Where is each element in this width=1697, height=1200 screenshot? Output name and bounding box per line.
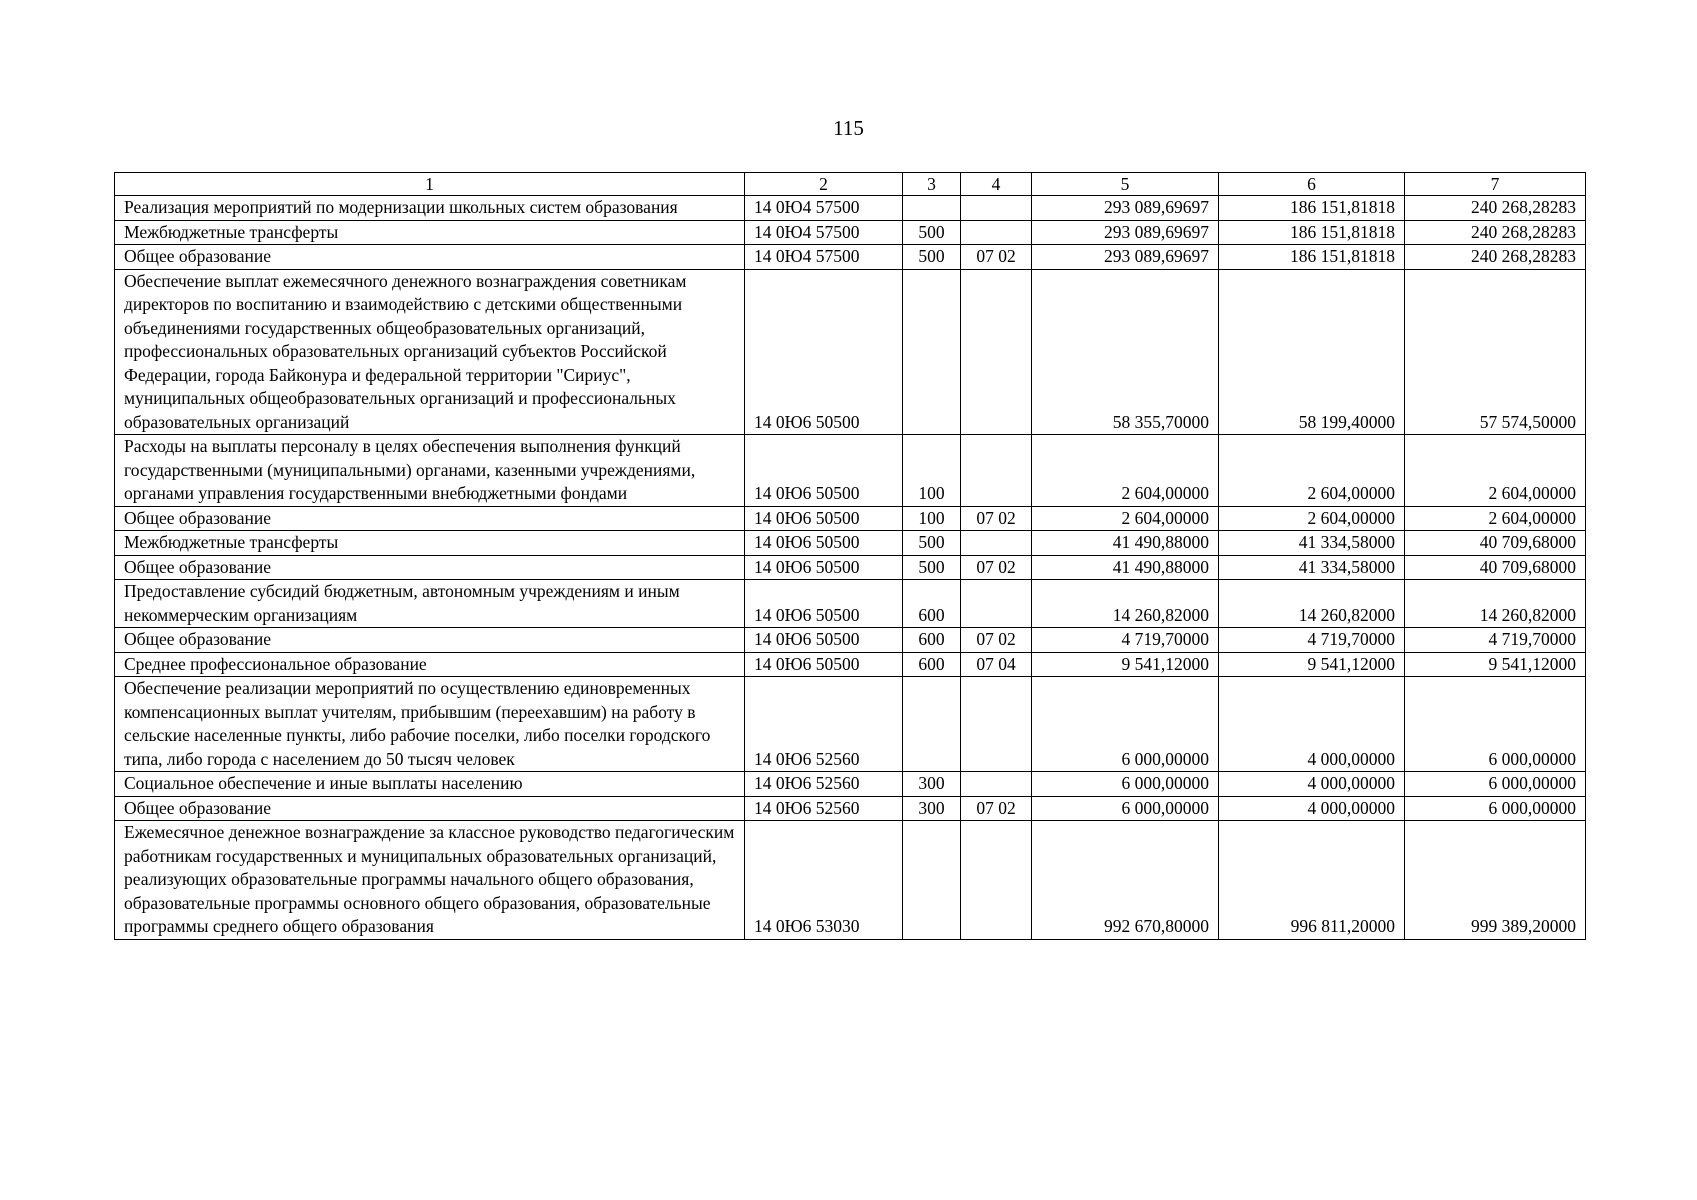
amount-col-7: 4 719,70000 bbox=[1405, 628, 1586, 653]
amount-col-5: 992 670,80000 bbox=[1032, 821, 1219, 940]
table-row bbox=[115, 435, 1586, 507]
table-row bbox=[115, 580, 1586, 628]
target-article-code: 14 0Ю6 50500 bbox=[745, 506, 903, 531]
amount-col-6: 996 811,20000 bbox=[1219, 821, 1405, 940]
table-body bbox=[115, 196, 1586, 940]
amount-col-6: 186 151,81818 bbox=[1219, 245, 1405, 270]
item-name: Расходы на выплаты персоналу в целях обеспечения выполнения функций государственными (муниципальными) органами, казенными учреждениями, органами управления государственными внебюджетными фондами bbox=[115, 435, 745, 507]
amount-col-6: 186 151,81818 bbox=[1219, 196, 1405, 221]
amount-col-7: 240 268,28283 bbox=[1405, 245, 1586, 270]
amount-col-5: 2 604,00000 bbox=[1032, 506, 1219, 531]
table-row bbox=[115, 555, 1586, 580]
column-header-3: 3 bbox=[903, 173, 961, 196]
page-number: 115 bbox=[833, 116, 864, 140]
expense-type-code: 600 bbox=[903, 628, 961, 653]
section-code bbox=[961, 269, 1032, 435]
section-code: 07 02 bbox=[961, 555, 1032, 580]
amount-col-7: 999 389,20000 bbox=[1405, 821, 1586, 940]
target-article-code: 14 0Ю6 53030 bbox=[745, 821, 903, 940]
header-row bbox=[115, 173, 1586, 196]
amount-col-6: 4 719,70000 bbox=[1219, 628, 1405, 653]
amount-col-7: 6 000,00000 bbox=[1405, 677, 1586, 772]
amount-col-5: 9 541,12000 bbox=[1032, 652, 1219, 677]
amount-col-6: 2 604,00000 bbox=[1219, 506, 1405, 531]
amount-col-7: 6 000,00000 bbox=[1405, 796, 1586, 821]
item-name: Общее образование bbox=[115, 506, 745, 531]
table-row bbox=[115, 677, 1586, 772]
item-name: Обеспечение выплат ежемесячного денежного вознаграждения советникам директоров по воспитанию и взаимодействию с детскими общественными объединениями государственных общеобразовательных организаций, профессиональных образовательных организаций субъектов Российской Федерации, города Байконура и федеральной территории "Сириус", муниципальных общеобразовательных организаций и профессиональных образовательных организаций bbox=[115, 269, 745, 435]
target-article-code: 14 0Ю4 57500 bbox=[745, 245, 903, 270]
expense-type-code bbox=[903, 269, 961, 435]
column-header-4: 4 bbox=[961, 173, 1032, 196]
expense-type-code bbox=[903, 821, 961, 940]
item-name: Общее образование bbox=[115, 796, 745, 821]
item-name: Межбюджетные трансферты bbox=[115, 220, 745, 245]
item-name: Ежемесячное денежное вознаграждение за классное руководство педагогическим работникам государственных и муниципальных образовательных организаций, реализующих образовательные программы начального общего образования, образовательные программы основного общего образования, образовательные программы среднего общего образования bbox=[115, 821, 745, 940]
table-row bbox=[115, 652, 1586, 677]
section-code: 07 04 bbox=[961, 652, 1032, 677]
amount-col-6: 4 000,00000 bbox=[1219, 677, 1405, 772]
target-article-code: 14 0Ю6 52560 bbox=[745, 677, 903, 772]
amount-col-6: 9 541,12000 bbox=[1219, 652, 1405, 677]
section-code bbox=[961, 220, 1032, 245]
amount-col-5: 41 490,88000 bbox=[1032, 555, 1219, 580]
amount-col-7: 40 709,68000 bbox=[1405, 555, 1586, 580]
target-article-code: 14 0Ю6 52560 bbox=[745, 772, 903, 797]
table-row bbox=[115, 196, 1586, 221]
column-header-5: 5 bbox=[1032, 173, 1219, 196]
section-code bbox=[961, 435, 1032, 507]
item-name: Обеспечение реализации мероприятий по осуществлению единовременных компенсационных выплат учителям, прибывшим (переехавшим) на работу в сельские населенные пункты, либо рабочие поселки, либо поселки городского типа, либо города с населением до 50 тысяч человек bbox=[115, 677, 745, 772]
item-name: Общее образование bbox=[115, 555, 745, 580]
target-article-code: 14 0Ю6 50500 bbox=[745, 531, 903, 556]
section-code bbox=[961, 531, 1032, 556]
table-row bbox=[115, 796, 1586, 821]
expense-type-code: 500 bbox=[903, 245, 961, 270]
amount-col-7: 57 574,50000 bbox=[1405, 269, 1586, 435]
budget-table bbox=[114, 172, 1586, 940]
amount-col-7: 6 000,00000 bbox=[1405, 772, 1586, 797]
amount-col-5: 6 000,00000 bbox=[1032, 772, 1219, 797]
amount-col-5: 293 089,69697 bbox=[1032, 196, 1219, 221]
table-row bbox=[115, 628, 1586, 653]
amount-col-5: 293 089,69697 bbox=[1032, 220, 1219, 245]
section-code: 07 02 bbox=[961, 628, 1032, 653]
target-article-code: 14 0Ю6 50500 bbox=[745, 555, 903, 580]
expense-type-code bbox=[903, 196, 961, 221]
amount-col-6: 41 334,58000 bbox=[1219, 555, 1405, 580]
column-header-6: 6 bbox=[1219, 173, 1405, 196]
column-header-2: 2 bbox=[745, 173, 903, 196]
amount-col-5: 2 604,00000 bbox=[1032, 435, 1219, 507]
expense-type-code: 500 bbox=[903, 555, 961, 580]
amount-col-7: 2 604,00000 bbox=[1405, 506, 1586, 531]
column-header-1: 1 bbox=[115, 173, 745, 196]
item-name: Общее образование bbox=[115, 245, 745, 270]
expense-type-code: 300 bbox=[903, 796, 961, 821]
expense-type-code: 500 bbox=[903, 531, 961, 556]
section-code: 07 02 bbox=[961, 796, 1032, 821]
table-header bbox=[115, 173, 1586, 196]
item-name: Межбюджетные трансферты bbox=[115, 531, 745, 556]
expense-type-code: 100 bbox=[903, 435, 961, 507]
section-code: 07 02 bbox=[961, 245, 1032, 270]
section-code bbox=[961, 772, 1032, 797]
amount-col-5: 4 719,70000 bbox=[1032, 628, 1219, 653]
amount-col-7: 2 604,00000 bbox=[1405, 435, 1586, 507]
target-article-code: 14 0Ю4 57500 bbox=[745, 196, 903, 221]
section-code bbox=[961, 821, 1032, 940]
amount-col-6: 4 000,00000 bbox=[1219, 796, 1405, 821]
item-name: Общее образование bbox=[115, 628, 745, 653]
amount-col-7: 240 268,28283 bbox=[1405, 220, 1586, 245]
target-article-code: 14 0Ю6 50500 bbox=[745, 628, 903, 653]
section-code bbox=[961, 196, 1032, 221]
amount-col-6: 186 151,81818 bbox=[1219, 220, 1405, 245]
table-row bbox=[115, 220, 1586, 245]
amount-col-7: 40 709,68000 bbox=[1405, 531, 1586, 556]
amount-col-6: 14 260,82000 bbox=[1219, 580, 1405, 628]
amount-col-5: 293 089,69697 bbox=[1032, 245, 1219, 270]
expense-type-code: 100 bbox=[903, 506, 961, 531]
table-row bbox=[115, 245, 1586, 270]
item-name: Среднее профессиональное образование bbox=[115, 652, 745, 677]
section-code bbox=[961, 580, 1032, 628]
expense-type-code: 300 bbox=[903, 772, 961, 797]
amount-col-6: 41 334,58000 bbox=[1219, 531, 1405, 556]
item-name: Предоставление субсидий бюджетным, автономным учреждениям и иным некоммерческим организациям bbox=[115, 580, 745, 628]
table-row bbox=[115, 821, 1586, 940]
item-name: Реализация мероприятий по модернизации школьных систем образования bbox=[115, 196, 745, 221]
amount-col-7: 14 260,82000 bbox=[1405, 580, 1586, 628]
expense-type-code bbox=[903, 677, 961, 772]
amount-col-6: 4 000,00000 bbox=[1219, 772, 1405, 797]
section-code: 07 02 bbox=[961, 506, 1032, 531]
amount-col-7: 9 541,12000 bbox=[1405, 652, 1586, 677]
item-name: Социальное обеспечение и иные выплаты населению bbox=[115, 772, 745, 797]
amount-col-6: 2 604,00000 bbox=[1219, 435, 1405, 507]
amount-col-5: 14 260,82000 bbox=[1032, 580, 1219, 628]
expense-type-code: 600 bbox=[903, 580, 961, 628]
table-row bbox=[115, 506, 1586, 531]
amount-col-5: 6 000,00000 bbox=[1032, 796, 1219, 821]
amount-col-5: 41 490,88000 bbox=[1032, 531, 1219, 556]
target-article-code: 14 0Ю6 50500 bbox=[745, 435, 903, 507]
amount-col-7: 240 268,28283 bbox=[1405, 196, 1586, 221]
table-row bbox=[115, 269, 1586, 435]
target-article-code: 14 0Ю6 50500 bbox=[745, 580, 903, 628]
amount-col-6: 58 199,40000 bbox=[1219, 269, 1405, 435]
column-header-7: 7 bbox=[1405, 173, 1586, 196]
amount-col-5: 58 355,70000 bbox=[1032, 269, 1219, 435]
expense-type-code: 600 bbox=[903, 652, 961, 677]
target-article-code: 14 0Ю6 52560 bbox=[745, 796, 903, 821]
table-row bbox=[115, 531, 1586, 556]
target-article-code: 14 0Ю4 57500 bbox=[745, 220, 903, 245]
target-article-code: 14 0Ю6 50500 bbox=[745, 269, 903, 435]
target-article-code: 14 0Ю6 50500 bbox=[745, 652, 903, 677]
expense-type-code: 500 bbox=[903, 220, 961, 245]
amount-col-5: 6 000,00000 bbox=[1032, 677, 1219, 772]
table-row bbox=[115, 772, 1586, 797]
section-code bbox=[961, 677, 1032, 772]
